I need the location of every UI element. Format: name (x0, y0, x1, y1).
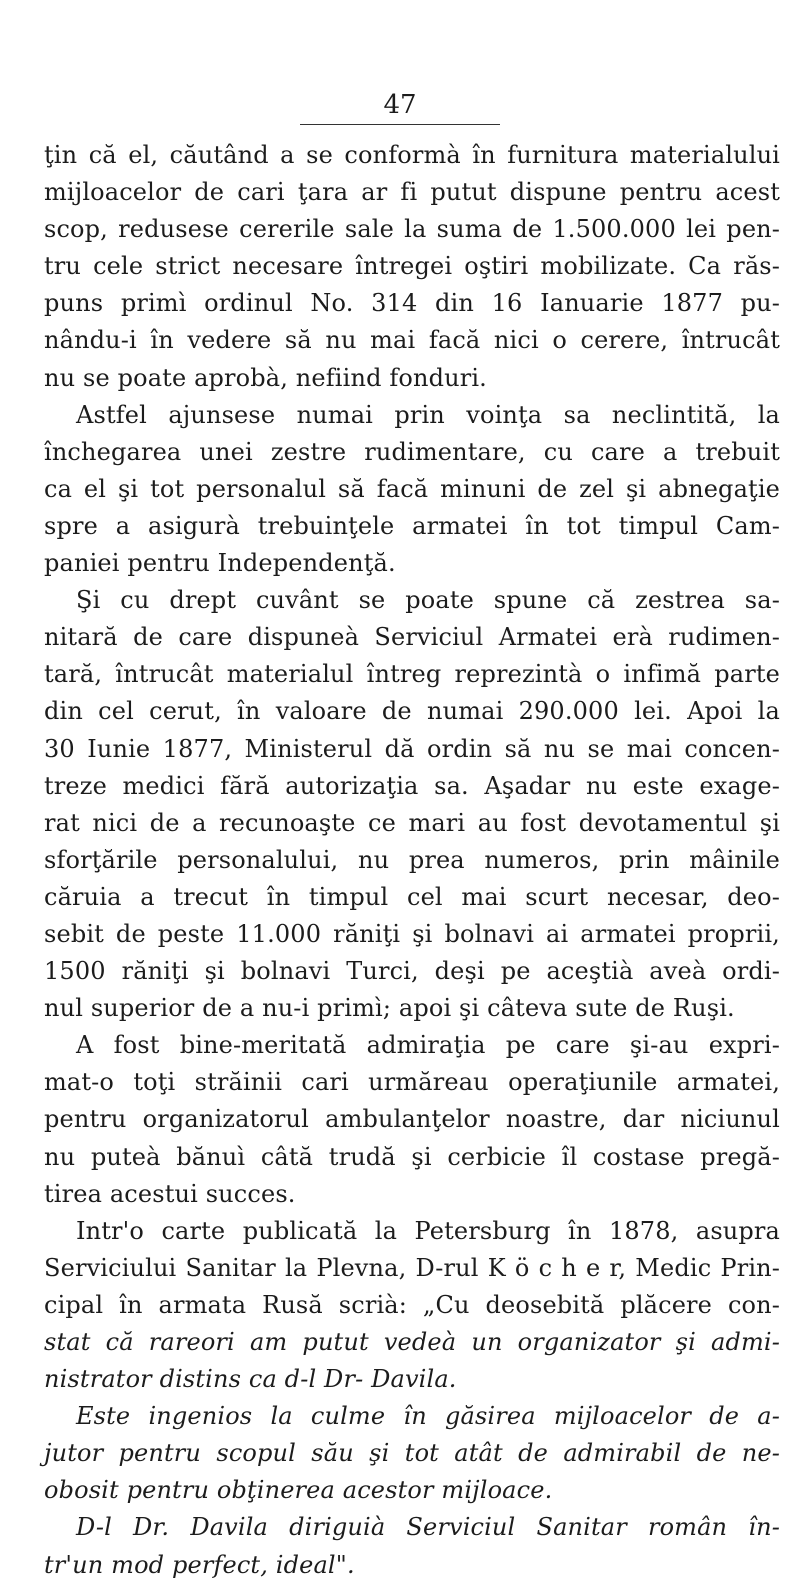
text-line: nul superior de a nu-i primì; apoi şi câteva sute de Ruşi. (44, 994, 735, 1023)
text-line: mat-o toţi străinii cari urmăreau operaţiunile armatei, (44, 1068, 780, 1097)
text-line: D-l Dr. Davila diriguià Serviciul Sanitar român în- (76, 1513, 780, 1542)
text-line: paniei pentru Independenţă. (44, 549, 396, 578)
text-line: nu se poate aprobà, nefiind fonduri. (44, 363, 487, 392)
page-number: 47 (383, 90, 417, 120)
text-line: nându-i în vedere să nu mai facă nici o cerere, întrucât (44, 326, 781, 355)
text-line: nistrator distins ca d-l Dr- Davila. (44, 1365, 457, 1394)
text-line: ca el şi tot personalul să facă minuni de zel şi abnegaţie (44, 474, 781, 503)
text-line: din cel cerut, în valoare de numai 290.000 lei. Apoi la (44, 697, 780, 726)
text-line: nitară de care dispuneà Serviciul Armatei erà rudimen- (44, 623, 780, 652)
text-line: 1500 răniţi şi bolnavi Turci, deşi pe aceştià aveà ordi- (44, 957, 780, 986)
text-line: rat nici de a recunoaşte ce mari au fost devotamentul şi (44, 808, 781, 837)
body-text (44, 137, 780, 1584)
text-line: tru cele strict necesare întregei oştiri mobilizate. Ca răs- (44, 252, 781, 281)
text-line: treze medici fără autorizaţia sa. Aşadar nu este exage- (44, 771, 780, 800)
text-line: stat că rareori am putut vedeà un organizator şi admi- (44, 1328, 780, 1356)
text-line: 30 Iunie 1877, Ministerul dă ordin să nu se mai concen- (44, 734, 780, 763)
text-line: pentru organizatorul ambulanţelor noastre, dar niciunul (44, 1105, 780, 1134)
text-line: ţin că el, căutând a se conformà în furnitura materialului (44, 141, 780, 169)
text-line: mijloacelor de cari ţara ar fi putut dispune pentru acest (44, 178, 781, 207)
text-line: sforţările personalului, nu prea numeros, prin mâinile (44, 845, 781, 874)
text-line: puns primì ordinul No. 314 din 16 Ianuarie 1877 pu- (44, 289, 781, 318)
text-line: tr'un mod perfect, ideal". (44, 1550, 355, 1579)
text-line: Şi cu drept cuvânt se poate spune că zestrea sa- (76, 586, 780, 615)
text-line: tară, întrucât materialul întreg reprezintà o infimă parte (44, 660, 781, 689)
text-line: sebit de peste 11.000 răniţi şi bolnavi ai armatei proprii, (44, 919, 780, 948)
text-line: cipal în armata Rusă scrià: „Cu deosebită plăcere con- (44, 1290, 781, 1319)
text-line: Astfel ajunsese numai prin voinţa sa neclintită, la (76, 400, 781, 429)
page-number-rule (300, 124, 500, 125)
text-line: A fost bine-meritată admiraţia pe care şi-au expri- (76, 1031, 780, 1060)
text-line: scop, redusese cererile sale la suma de 1.500.000 lei pen- (44, 215, 781, 244)
text-line: tirea acestui succes. (44, 1179, 296, 1208)
text-line: jutor pentru scopul său şi tot atât de admirabil de ne- (44, 1439, 781, 1468)
text-line: spre a asigurà trebuinţele armatei în tot timpul Cam- (44, 511, 780, 540)
text-line: obosit pentru obţinerea acestor mijloace. (44, 1476, 553, 1505)
text-line: nu puteà bănuì câtă trudă şi cerbicie îl costase pregă- (44, 1142, 780, 1171)
text-line: Este ingenios la culme în găsirea mijloacelor de a- (76, 1402, 780, 1431)
text-line: închegarea unei zestre rudimentare, cu care a trebuit (44, 437, 781, 466)
text-line: Intr'o carte publicată la Petersburg în 1878, asupra (76, 1216, 780, 1245)
text-line: căruia a trecut în timpul cel mai scurt necesar, deo- (44, 882, 780, 911)
text-line: Serviciului Sanitar la Plevna, D-rul K ö c h e r, Medic Prin- (44, 1253, 781, 1282)
